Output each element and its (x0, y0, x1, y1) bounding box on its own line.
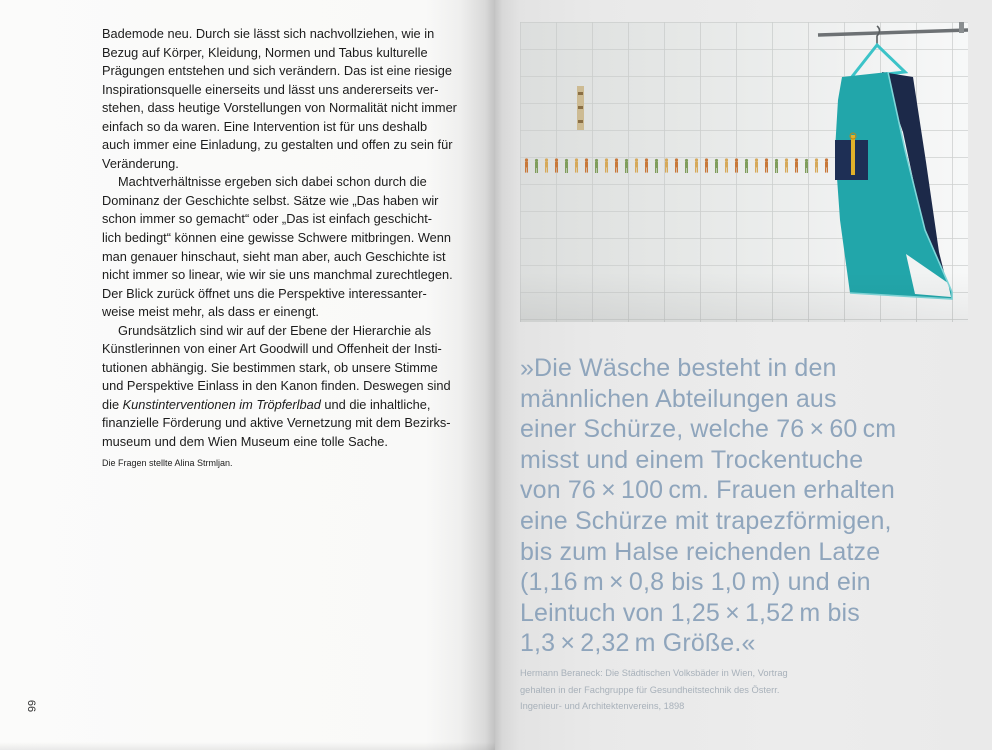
body-line: stehen, dass heutige Vorstellungen von Normalität nicht immer (102, 100, 457, 116)
quote-line: Leintuch von 1,25 × 1,52 m bis (520, 598, 860, 627)
body-line: auch immer eine Einladung, zu gestalten und offen zu sein für (102, 137, 453, 153)
body-line: nicht immer so linear, wie wir sie uns manchmal zurechtlegen. (102, 267, 453, 283)
body-line: schon immer so gemacht“ oder „Das ist einfach geschicht- (102, 211, 433, 227)
rod-bracket (959, 22, 964, 33)
body-line: lich bedingt“ können eine gewisse Schwere mitbringen. Wenn (102, 230, 452, 246)
caption-line: gehalten in der Fachgruppe für Gesundheitstechnik des Österr. (520, 684, 780, 695)
body-line: Prägungen entstehen und sich verändern. Das ist eine riesige (102, 63, 453, 79)
body-line-text: die (102, 396, 123, 412)
wall-ornament (577, 86, 584, 130)
body-line: Dominanz der Geschichte selbst. Sätze wie „Das haben wir (102, 192, 439, 208)
body-line: einfach so da waren. Eine Intervention ist für uns deshalb (102, 118, 428, 134)
quote-line: »Die Wäsche besteht in den (520, 354, 837, 382)
quote-line: misst und einem Trockentuche (520, 445, 864, 474)
photo-illustration (520, 22, 968, 322)
body-line (102, 396, 457, 415)
quote-line: (1,16 m × 0,8 bis 1,0 m) und ein (520, 568, 871, 597)
quote-line: männlichen Abteilungen aus (520, 384, 837, 413)
interview-credit: Die Fragen stellte Alina Strmljan. (102, 458, 233, 468)
body-line: Der Blick zurück öffnet uns die Perspektive interessanter- (102, 285, 427, 301)
figurine-row (522, 158, 834, 176)
quote-line: bis zum Halse reichenden Latze (520, 537, 881, 566)
body-text (102, 25, 457, 452)
left-page (0, 0, 495, 750)
photo (520, 22, 968, 322)
body-line: Künstlerinnen von einer Art Goodwill und Offenheit der Insti- (102, 341, 442, 357)
body-line: Bezug auf Körper, Kleidung, Normen und Tabus kulturelle (102, 44, 428, 60)
body-line: Veränderung. (102, 155, 179, 171)
body-line: weise meist mehr, als dass er einengt. (102, 304, 319, 320)
body-line-paragraph-start: Grundsätzlich sind wir auf der Ebene der Hierarchie als (118, 322, 431, 338)
body-line: man genauer hinschaut, sieht man aber, auch Geschichte ist (102, 248, 446, 264)
photo-bottom-shade (520, 272, 968, 322)
body-line: und Perspektive Einlass in den Kanon finden. Deswegen sind (102, 378, 451, 394)
right-page (495, 0, 992, 750)
quote-line: von 76 × 100 cm. Frauen erhalten (520, 476, 895, 505)
italic-project-title: Kunstinterventionen im Tröpferlbad (122, 396, 321, 412)
caption-line: Ingenieur- und Architektenvereins, 1898 (520, 701, 685, 711)
caption-line: Hermann Beraneck: Die Städtischen Volksbäder in Wien, Vortrag (520, 668, 788, 678)
key-tag (851, 135, 855, 175)
body-line: Bademode neu. Durch sie lässt sich nachvollziehen, wie in (102, 26, 435, 41)
body-line: Inspirationsquelle einerseits und lässt uns andererseits ver- (102, 81, 439, 97)
body-line-text: und die inhaltliche, (320, 396, 431, 412)
quote-line: eine Schürze mit trapezförmigen, (520, 506, 892, 535)
body-line: tutionen abhängig. Sie bestimmen stark, ob unsere Stimme (102, 359, 438, 375)
body-line: museum und dem Wien Museum eine tolle Sache. (102, 434, 388, 450)
quote-line: einer Schürze, welche 76 × 60 cm (520, 415, 897, 444)
body-line-paragraph-start: Machtverhältnisse ergeben sich dabei schon durch die (118, 174, 427, 190)
page-number: 66 (25, 699, 37, 713)
body-line: finanzielle Förderung und aktive Vernetzung mit dem Bezirks- (102, 415, 451, 431)
quote-source-caption (520, 665, 788, 715)
quote-line: 1,3 × 2,32 m Größe.« (520, 629, 756, 658)
pull-quote (520, 353, 896, 659)
